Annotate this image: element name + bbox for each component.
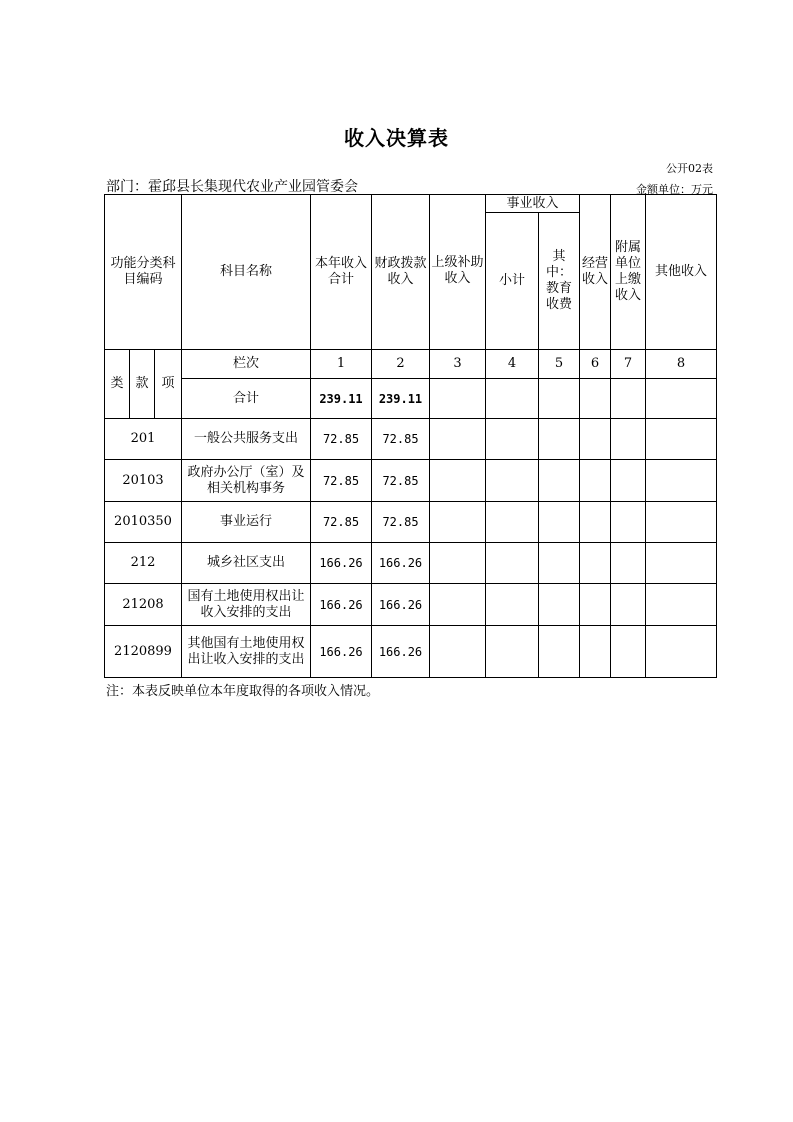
row-fiscal: 72.85 (372, 460, 430, 502)
row-fiscal: 72.85 (372, 502, 430, 543)
total-label: 合计 (182, 379, 311, 419)
header-subject-name: 科目名称 (182, 195, 311, 350)
row-name: 其他国有土地使用权出让收入安排的支出 (182, 626, 311, 678)
header-lei: 类 (105, 350, 130, 419)
row-name: 事业运行 (182, 502, 311, 543)
row-fiscal: 166.26 (372, 543, 430, 584)
row-fiscal: 166.26 (372, 584, 430, 626)
header-career: 事业收入 (486, 195, 580, 213)
total-row (105, 379, 717, 419)
row-total: 166.26 (311, 543, 372, 584)
department-label: 部门：霍邱县长集现代农业产业园管委会 (106, 179, 358, 195)
col-number: 3 (430, 350, 486, 379)
col-number: 4 (486, 350, 539, 379)
table-row (105, 626, 717, 678)
row-total: 166.26 (311, 626, 372, 678)
row-name: 国有土地使用权出让收入安排的支出 (182, 584, 311, 626)
row-fiscal: 72.85 (372, 419, 430, 460)
table-row (105, 543, 717, 584)
col-number: 7 (611, 350, 646, 379)
table-note: 注：本表反映单位本年度取得的各项收入情况。 (106, 684, 380, 699)
header-xiang: 项 (155, 350, 182, 419)
total-income-value: 239.11 (311, 379, 372, 419)
header-func-code: 功能分类科目编码 (105, 195, 182, 350)
row-total: 72.85 (311, 419, 372, 460)
col-number: 6 (580, 350, 611, 379)
row-fiscal: 166.26 (372, 626, 430, 678)
total-fiscal-value: 239.11 (372, 379, 430, 419)
col-number: 2 (372, 350, 430, 379)
row-code: 2120899 (105, 626, 182, 678)
header-total-income: 本年收入合计 (311, 195, 372, 350)
col-number: 1 (311, 350, 372, 379)
header-lanci: 栏次 (182, 350, 311, 379)
row-code: 2010350 (105, 502, 182, 543)
row-code: 20103 (105, 460, 182, 502)
income-table (104, 194, 717, 678)
header-subtotal: 小计 (486, 213, 539, 350)
row-name: 一般公共服务支出 (182, 419, 311, 460)
row-total: 72.85 (311, 460, 372, 502)
page-title: 收入决算表 (344, 126, 449, 150)
col-number: 5 (539, 350, 580, 379)
header-kuan: 款 (130, 350, 155, 419)
header-fiscal: 财政拨款收入 (372, 195, 430, 350)
row-total: 166.26 (311, 584, 372, 626)
amount-unit: 金额单位：万元 (636, 183, 713, 196)
table-row (105, 460, 717, 502)
table-row (105, 419, 717, 460)
table-row (105, 502, 717, 543)
row-code: 21208 (105, 584, 182, 626)
col-number: 8 (646, 350, 717, 379)
row-name: 城乡社区支出 (182, 543, 311, 584)
row-code: 212 (105, 543, 182, 584)
row-code: 201 (105, 419, 182, 460)
header-superior: 上级补助收入 (430, 195, 486, 350)
row-name: 政府办公厅（室）及相关机构事务 (182, 460, 311, 502)
header-affiliated: 附属单位上缴收入 (611, 195, 646, 350)
header-other: 其他收入 (646, 195, 717, 350)
form-number: 公开02表 (666, 162, 713, 175)
header-edu-fee: 其中：教育收费 (539, 213, 580, 350)
row-total: 72.85 (311, 502, 372, 543)
table-row (105, 584, 717, 626)
header-business: 经营收入 (580, 195, 611, 350)
